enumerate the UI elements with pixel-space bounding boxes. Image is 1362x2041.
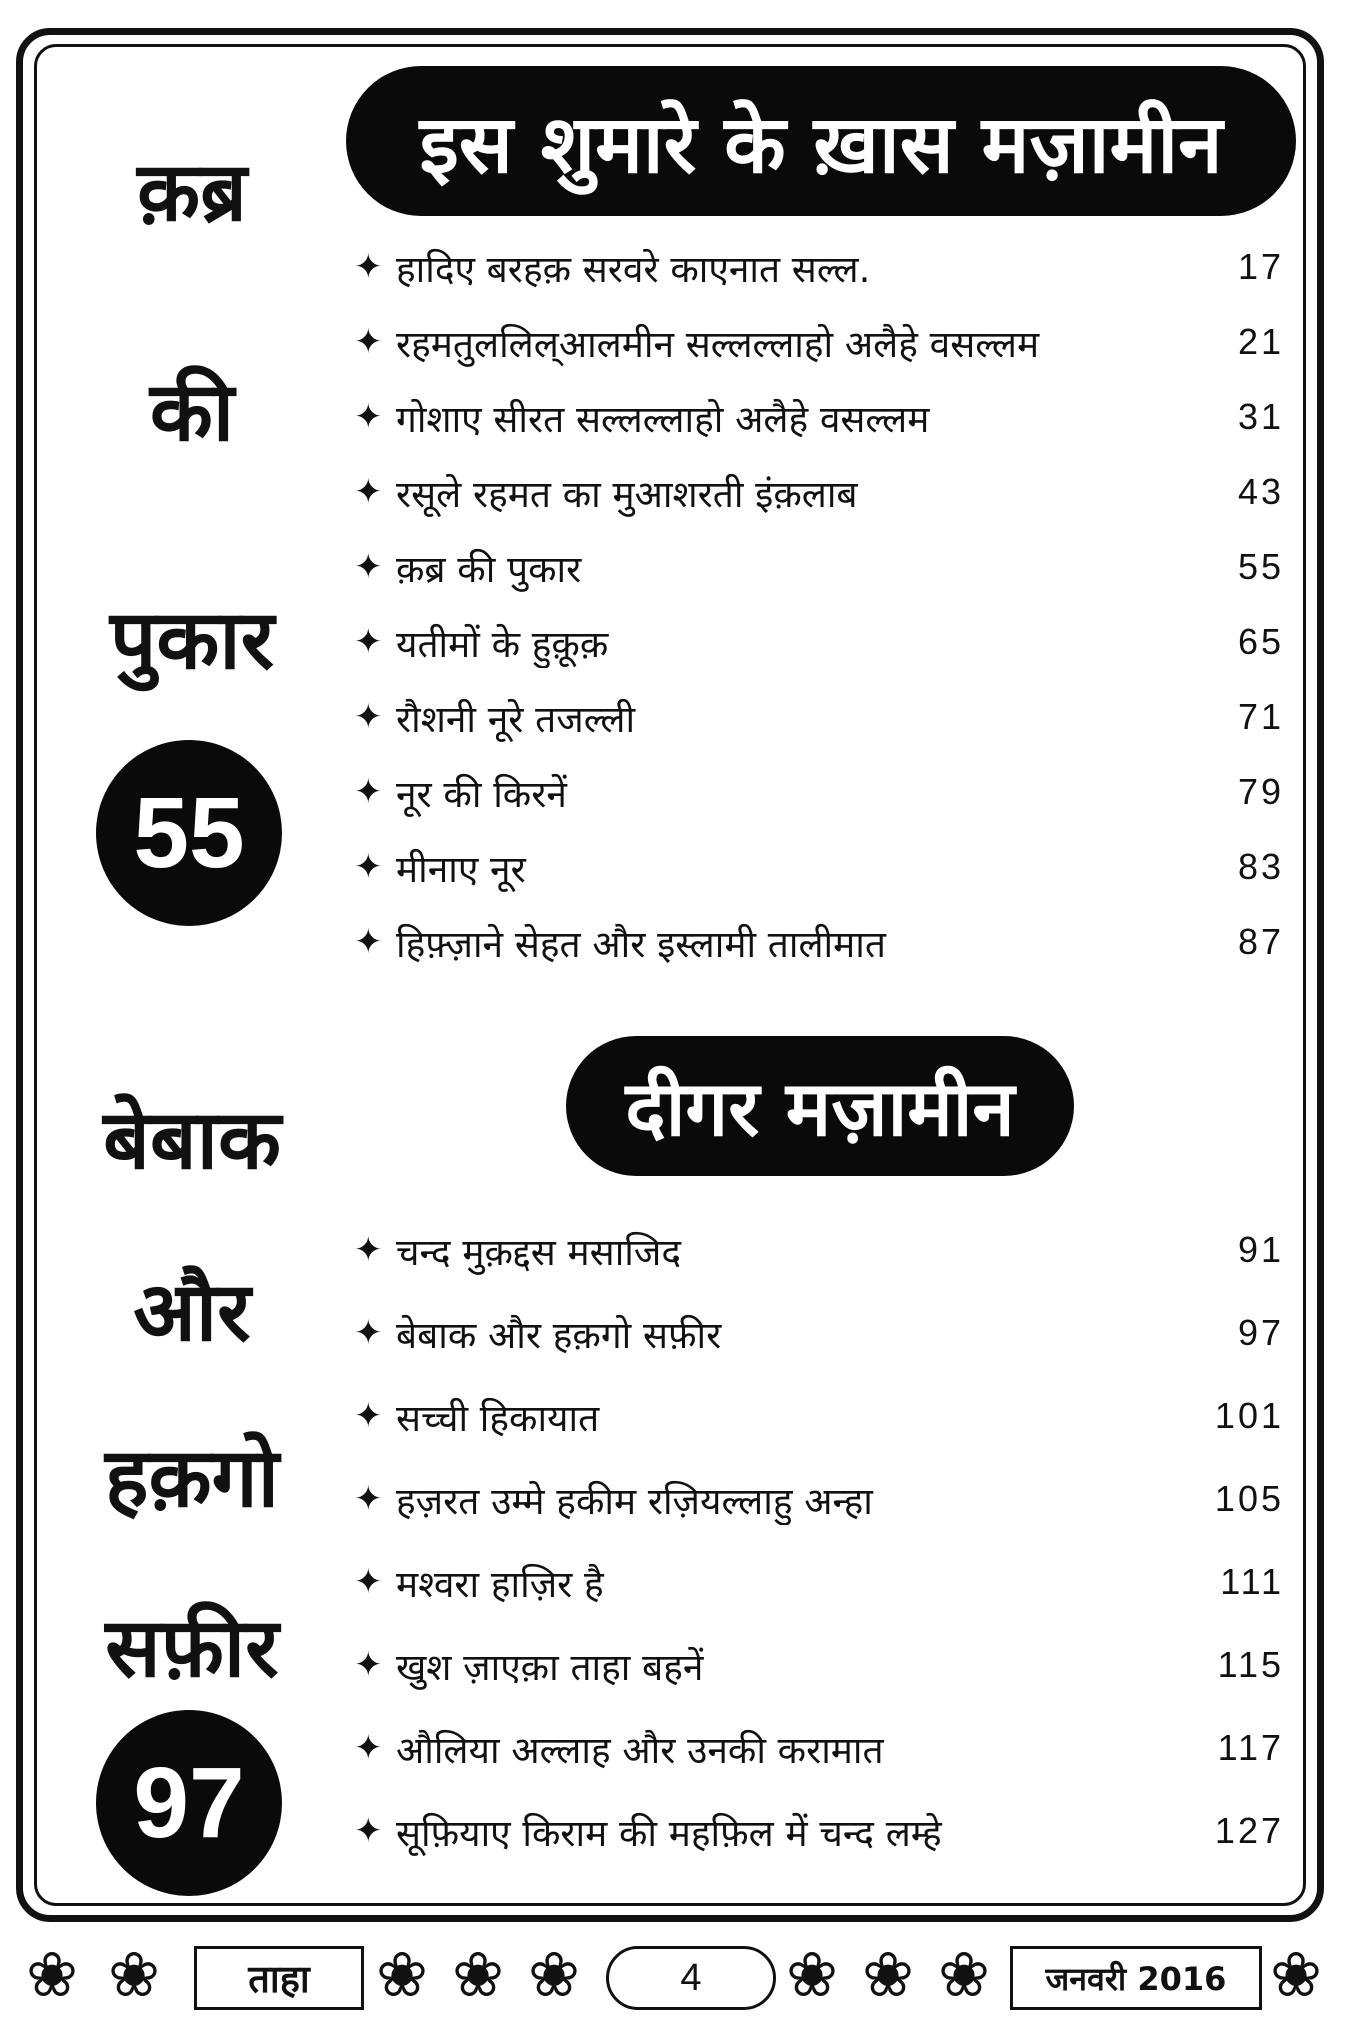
toc-item[interactable] <box>354 1633 1284 1697</box>
feature-1-word-1: क़ब्र <box>137 145 247 240</box>
feature-2-word-4: सफ़ीर <box>105 1601 279 1696</box>
bullet-star-icon: ✦ <box>354 397 383 437</box>
bullet-star-icon: ✦ <box>354 322 383 362</box>
feature-2-page-badge: 97 <box>96 1710 282 1896</box>
toc-item[interactable] <box>354 385 1284 449</box>
flower-icon: ❀ <box>528 1938 580 2011</box>
toc-item-page: 79 <box>1237 771 1284 812</box>
toc-item-title: चन्द मुक़द्दस मसाजिद <box>396 1230 681 1274</box>
flower-icon: ❀ <box>452 1938 504 2011</box>
feature-2-word-2: और <box>133 1265 251 1360</box>
toc-item[interactable] <box>354 835 1284 899</box>
toc-item-title: रौशनी नूरे तजल्ली <box>396 697 636 741</box>
toc-item-title: सूफ़ियाए किराम की महफ़िल में चन्द लम्हे <box>396 1811 942 1855</box>
toc-item-page: 55 <box>1237 546 1284 587</box>
toc-item-page: 65 <box>1237 621 1284 662</box>
toc-item-title: औलिया अल्लाह और उनकी करामात <box>396 1728 884 1772</box>
bullet-star-icon: ✦ <box>354 1811 383 1851</box>
bullet-star-icon: ✦ <box>354 622 383 662</box>
toc-item-page: 115 <box>1217 1644 1284 1685</box>
toc-item-page: 101 <box>1214 1395 1284 1436</box>
toc-item-title: नूर की किरनें <box>396 772 567 816</box>
toc-item-title: हादिए बरहक़ सरवरे काएनात सल्ल. <box>396 247 871 291</box>
flower-icon: ❀ <box>26 1938 78 2011</box>
page-number: 4 <box>606 1946 776 2010</box>
toc-item-title: सच्ची हिकायात <box>396 1396 600 1440</box>
page-footer <box>16 1936 1346 2028</box>
issue-date: जनवरी 2016 <box>1010 1946 1262 2010</box>
toc-item-page: 105 <box>1214 1478 1284 1519</box>
toc-item-title: क़ब्र की पुकार <box>396 547 582 591</box>
bullet-star-icon: ✦ <box>354 472 383 512</box>
toc-item[interactable] <box>354 760 1284 824</box>
toc-item-page: 83 <box>1237 846 1284 887</box>
bullet-star-icon: ✦ <box>354 1313 383 1353</box>
toc-item-title: हज़रत उम्मे हकीम रज़ियल्लाहु अन्हा <box>396 1479 873 1523</box>
feature-1-word-2: की <box>149 365 235 460</box>
toc-item[interactable] <box>354 1716 1284 1780</box>
flower-icon: ❀ <box>1270 1938 1322 2011</box>
toc-item-page: 91 <box>1237 1229 1284 1270</box>
flower-icon: ❀ <box>938 1938 990 2011</box>
toc-item-page: 111 <box>1220 1561 1284 1602</box>
bullet-star-icon: ✦ <box>354 1645 383 1685</box>
feature-1-page-badge: 55 <box>96 740 282 926</box>
bullet-star-icon: ✦ <box>354 1479 383 1519</box>
toc-item-title: रसूले रहमत का मुआशरती इंक़लाब <box>396 472 858 516</box>
toc-item-title: मीनाए नूर <box>396 847 526 891</box>
section-1-heading: इस शुमारे के ख़ास मज़ामीन <box>346 66 1296 216</box>
bullet-star-icon: ✦ <box>354 922 383 962</box>
toc-item[interactable] <box>354 460 1284 524</box>
toc-item[interactable] <box>354 1384 1284 1448</box>
bullet-star-icon: ✦ <box>354 247 383 287</box>
toc-item-title: खुश ज़ाएक़ा ताहा बहनें <box>396 1645 704 1689</box>
toc-item[interactable] <box>354 610 1284 674</box>
toc-item-title: रहमतुललिल्आलमीन सल्लल्लाहो अलैहे वसल्लम <box>396 322 1040 366</box>
toc-item[interactable] <box>354 685 1284 749</box>
bullet-star-icon: ✦ <box>354 772 383 812</box>
toc-item[interactable] <box>354 535 1284 599</box>
toc-item-page: 31 <box>1237 396 1284 437</box>
flower-icon: ❀ <box>786 1938 838 2011</box>
toc-item[interactable] <box>354 1301 1284 1365</box>
bullet-star-icon: ✦ <box>354 697 383 737</box>
section-2-heading: दीगर मज़ामीन <box>566 1036 1074 1176</box>
toc-item[interactable] <box>354 910 1284 974</box>
toc-item-title: मश्वरा हाज़िर है <box>396 1562 604 1606</box>
toc-item-page: 17 <box>1237 246 1284 287</box>
toc-item-title: हिफ़्ज़ाने सेहत और इस्लामी तालीमात <box>396 922 886 966</box>
toc-item-title: गोशाए सीरत सल्लल्लाहो अलैहे वसल्लम <box>396 397 930 441</box>
feature-2-word-1: बेबाक <box>103 1093 281 1188</box>
toc-item[interactable] <box>354 1467 1284 1531</box>
toc-item-page: 97 <box>1237 1312 1284 1353</box>
toc-item-page: 87 <box>1237 921 1284 962</box>
bullet-star-icon: ✦ <box>354 1562 383 1602</box>
toc-item-title: यतीमों के हुक़ूक़ <box>396 622 609 666</box>
toc-item[interactable] <box>354 310 1284 374</box>
toc-item-page: 43 <box>1237 471 1284 512</box>
flower-icon: ❀ <box>376 1938 428 2011</box>
bullet-star-icon: ✦ <box>354 1396 383 1436</box>
flower-icon: ❀ <box>108 1938 160 2011</box>
toc-item-page: 71 <box>1237 696 1284 737</box>
feature-1-word-3: पुकार <box>109 593 275 688</box>
toc-item-page: 21 <box>1237 321 1284 362</box>
toc-item[interactable] <box>354 1218 1284 1282</box>
bullet-star-icon: ✦ <box>354 547 383 587</box>
toc-item[interactable] <box>354 1799 1284 1863</box>
feature-2-word-3: हक़गो <box>105 1431 279 1526</box>
bullet-star-icon: ✦ <box>354 847 383 887</box>
toc-item[interactable] <box>354 1550 1284 1614</box>
magazine-name: ताहा <box>194 1946 364 2010</box>
toc-item-title: बेबाक और हक़गो सफ़ीर <box>396 1313 722 1357</box>
bullet-star-icon: ✦ <box>354 1728 383 1768</box>
toc-item-page: 127 <box>1214 1810 1284 1851</box>
flower-icon: ❀ <box>862 1938 914 2011</box>
toc-item-page: 117 <box>1217 1727 1284 1768</box>
bullet-star-icon: ✦ <box>354 1230 383 1270</box>
toc-item[interactable] <box>354 235 1284 299</box>
